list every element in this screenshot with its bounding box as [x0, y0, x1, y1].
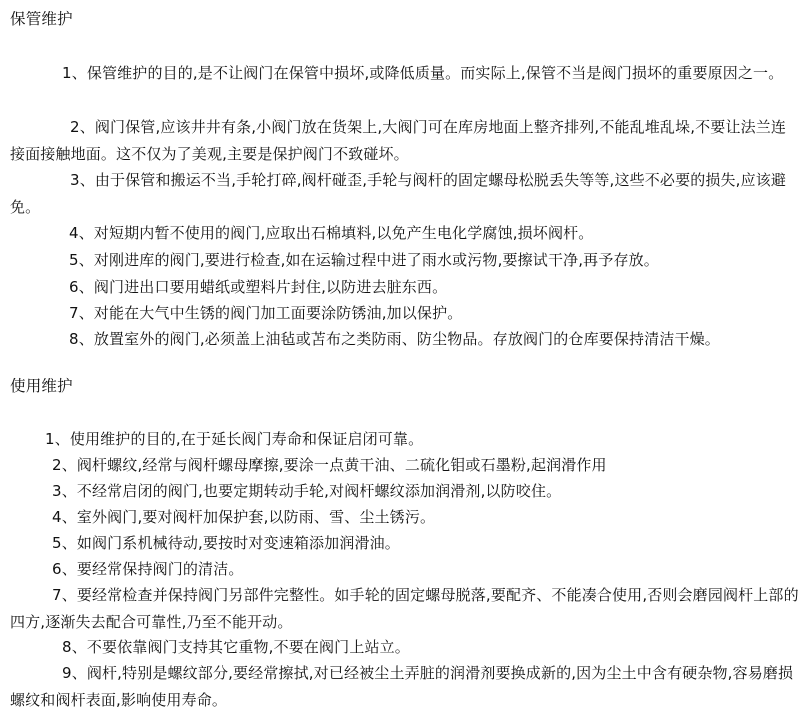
usage-item-6: 6、要经常保持阀门的清洁。	[52, 560, 244, 578]
usage-item-1: 1、使用维护的目的,在于延长阀门寿命和保证启闭可靠。	[45, 430, 424, 448]
section-heading-usage: 使用维护	[10, 377, 73, 395]
usage-item-3: 3、不经常启闭的阀门,也要定期转动手轮,对阀杆螺纹添加润滑剂,以防咬住。	[52, 482, 562, 500]
storage-item-8: 8、放置室外的阀门,必须盖上油毡或苫布之类防雨、防尘物品。存放阀门的仓库要保持清洁干燥。	[69, 330, 720, 348]
usage-item-7: 7、要经常检查并保持阀门另部件完整性。如手轮的固定螺母脱落,要配齐、不能凑合使用,否则会磨园阀杆上部的四方,逐渐失去配合可靠性,乃至不能开动。	[10, 586, 799, 631]
section-heading-storage: 保管维护	[10, 10, 73, 28]
storage-item-6: 6、阀门进出口要用蜡纸或塑料片封住,以防进去脏东西。	[69, 278, 448, 296]
storage-item-7: 7、对能在大气中生锈的阀门加工面要涂防锈油,加以保护。	[69, 304, 463, 322]
usage-item-2: 2、阀杆螺纹,经常与阀杆螺母摩擦,要涂一点黄干油、二硫化钼或石墨粉,起润滑作用	[52, 456, 607, 474]
storage-item-4: 4、对短期内暂不使用的阀门,应取出石棉填料,以免产生电化学腐蚀,损坏阀杆。	[69, 224, 594, 242]
storage-item-2: 2、阀门保管,应该井井有条,小阀门放在货架上,大阀门可在库房地面上整齐排列,不能乱堆乱垛,不要让法兰连接面接触地面。这不仅为了美观,主要是保护阀门不致碰坏。	[10, 118, 787, 163]
usage-item-5: 5、如阀门系机械待动,要按时对变速箱添加润滑油。	[52, 534, 400, 552]
usage-item-8: 8、不要依靠阀门支持其它重物,不要在阀门上站立。	[62, 638, 410, 656]
usage-item-9: 9、阀杆,特别是螺纹部分,要经常擦拭,对已经被尘土弄脏的润滑剂要换成新的,因为尘土中含有硬杂物,容易磨损螺纹和阀杆表面,影响使用寿命。	[10, 664, 794, 709]
usage-item-4: 4、室外阀门,要对阀杆加保护套,以防雨、雪、尘土锈污。	[52, 508, 436, 526]
storage-item-3: 3、由于保管和搬运不当,手轮打碎,阀杆碰歪,手轮与阀杆的固定螺母松脱丢失等等,这些不必要的损失,应该避免。	[10, 171, 787, 216]
storage-item-5: 5、对刚进库的阀门,要进行检查,如在运输过程中进了雨水或污物,要擦试干净,再予存放。	[69, 251, 659, 269]
storage-item-1: 1、保管维护的目的,是不让阀门在保管中损坏,或降低质量。而实际上,保管不当是阀门损坏的重要原因之一。	[62, 64, 784, 82]
